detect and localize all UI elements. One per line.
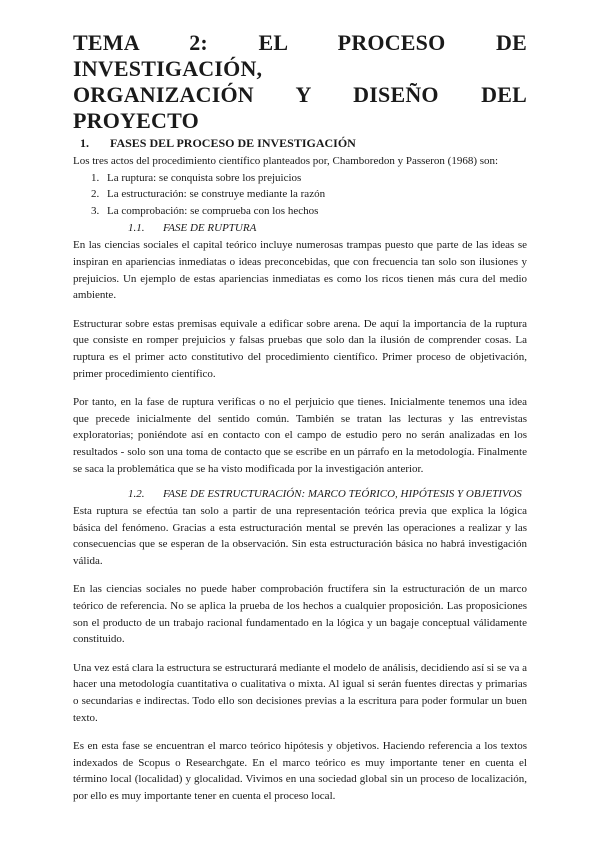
- paragraph: En las ciencias sociales el capital teórico incluye numerosas trampas puesto que parte de las ideas se inspiran en apariencias inmediatas o ideas preconcebidas, que con frecuencia tan solo son ilusiones y prejuicios. Un ejemplo de estas apariencias inmediatas es como los ricos tienen más cura del medio ambiente.: [73, 239, 527, 302]
- paragraph: Es en esta fase se encuentran el marco teórico hipótesis y objetivos. Haciendo referencia a los textos indexados de Scopus o Researchgate. En el marco teórico es muy importante tener en cuenta el término local (localidad) y glocalidad. Vivimos en una sociedad global sin un proceso de localización, por ello es muy importante tener en cuenta el proceso local.: [73, 740, 527, 802]
- list-item-number: 1.: [91, 171, 100, 184]
- paragraph: Estructurar sobre estas premisas equivale a edificar sobre arena. De aquí la importancia de la ruptura que consiste en romper prejuicios y falsas pruebas que solo dan la ilusión de comprender cosas. La ruptura es el primer acto constitutivo del procedimiento científico. Primer proceso de objetivación, primer procedimiento científico.: [73, 317, 527, 380]
- section-1-number: 1.: [80, 136, 89, 150]
- list-item-text: La ruptura: se conquista sobre los prejuicios: [107, 171, 302, 184]
- section-1-intro: Los tres actos del procedimiento científico planteados por, Chamboredon y Passeron (1968) son:: [73, 155, 499, 167]
- paragraph: Por tanto, en la fase de ruptura verificas o no el perjuicio que tienes. Inicialmente tenemos una idea que precede inicialmente del sentido común. También se tratan las lecturas y las entrevistas exploratorias; poniéndote así en contacto con el campo de estudio pero no serán analizadas en los resultados - solo son una toma de contacto que se escribe en un párrafo en la metodología. Finalmente se saca la problemática que se ha visto modificada por la investigación anterior.: [73, 396, 527, 475]
- paragraph: Esta ruptura se efectúa tan solo a partir de una representación teórica previa que explica la lógica básica del fenómeno. Gracias a esta estructuración mental se prevén las operaciones a realizar y las consecuencias que se esperan de la observación. Sin esta estructuración básica no habrá investigación válida.: [73, 505, 527, 567]
- subsection-1-2-title: FASE DE ESTRUCTURACIÓN: MARCO TEÓRICO, HIPÓTESIS Y OBJETIVOS: [163, 488, 522, 501]
- section-1-title: FASES DEL PROCESO DE INVESTIGACIÓN: [110, 136, 356, 150]
- list-item-text: La estructuración: se construye mediante la razón: [107, 188, 326, 201]
- phases-list: [73, 170, 527, 220]
- list-item: [73, 170, 527, 187]
- title-line-1: TEMA 2: EL PROCESO DE INVESTIGACIÓN,: [73, 30, 527, 81]
- list-item-text: La comprobación: se comprueba con los hechos: [107, 204, 319, 217]
- title-line-2: ORGANIZACIÓN Y DISEÑO DEL PROYECTO: [73, 82, 527, 133]
- subsection-1-1-title: FASE DE RUPTURA: [163, 222, 257, 235]
- section-1-heading: [73, 136, 527, 151]
- paragraph: Una vez está clara la estructura se estructurará mediante el modelo de análisis, decidiendo así si se va a hacer una metodología cuantitativa o cualitativa o mixta. Al igual si serán fuentes directas y primarias o secundarias e indirectas. Todo ello son decisiones previas a la escritura para poder formular un buen texto.: [73, 661, 527, 724]
- list-item-number: 3.: [91, 204, 100, 217]
- subsection-1-1-heading: [73, 221, 527, 236]
- subsection-1-2-number: 1.2.: [128, 488, 145, 501]
- page-title: [73, 30, 527, 134]
- paragraph: En las ciencias sociales no puede haber comprobación fructífera sin la estructuración de un marco teórico de referencia. No se aplica la prueba de los hechos a cualquier proposición. Las proposiciones son el producto de un trabajo racional fundamentado en la lógica y un bagaje conceptual válidamente constituido.: [73, 583, 527, 646]
- subsection-1-1-number: 1.1.: [128, 222, 145, 235]
- subsection-1-2-heading: [73, 487, 527, 502]
- list-item: [73, 186, 527, 203]
- list-item-number: 2.: [91, 188, 100, 201]
- list-item: [73, 203, 527, 220]
